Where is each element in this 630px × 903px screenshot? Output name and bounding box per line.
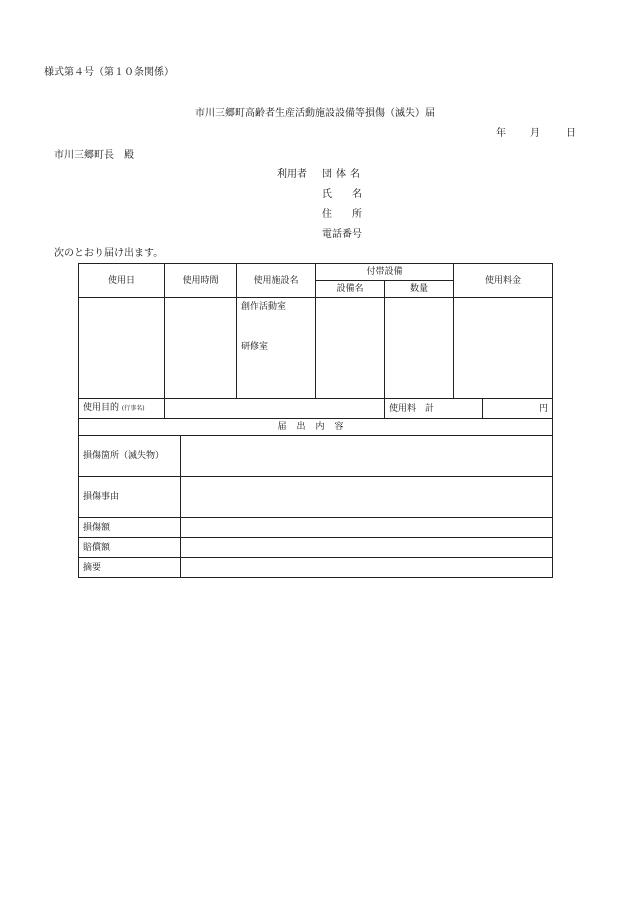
intro-text: 次のとおり届け出ます。 (54, 248, 164, 259)
facility-item: 研修室 (241, 342, 269, 352)
quantity-cell[interactable] (385, 298, 454, 399)
damage-cause-label: 損傷事由 (79, 477, 181, 518)
fee-total-label: 使用料 計 (385, 399, 483, 419)
damage-amount-label: 損傷額 (79, 518, 181, 538)
purpose-label-cell (79, 399, 165, 419)
compensation-input[interactable] (181, 538, 553, 558)
compensation-label: 賠償額 (79, 538, 181, 558)
facility-item: 創作活動室 (241, 302, 287, 312)
header-use-time: 使用時間 (165, 264, 237, 298)
purpose-label: 使用目的 (83, 403, 120, 413)
fee-cell[interactable] (454, 298, 553, 399)
form-number: 様式第４号（第１０条関係） (44, 67, 174, 78)
equipment-name-cell[interactable] (316, 298, 385, 399)
document-title: 市川三郷町高齢者生産活動施設設備等損傷（滅失）届 (195, 108, 435, 119)
org-name-label: 団体名 (322, 169, 364, 180)
phone-label: 電話番号 (322, 229, 362, 240)
name-label: 氏名 (322, 189, 382, 200)
damage-location-label: 損傷箇所（滅失物） (79, 436, 181, 477)
applicant-label: 利用者 (277, 169, 307, 180)
damage-cause-input[interactable] (181, 477, 553, 518)
purpose-note: (行事名) (121, 405, 145, 412)
addressee: 市川三郷町長 殿 (54, 150, 134, 161)
damage-location-input[interactable] (181, 436, 553, 477)
header-equipment: 付帯設備 (316, 264, 454, 281)
header-facility-name: 使用施設名 (237, 264, 316, 298)
header-use-date: 使用日 (79, 264, 165, 298)
fee-total-unit: 円 (483, 399, 553, 419)
address-label: 住所 (322, 209, 382, 220)
remarks-input[interactable] (181, 558, 553, 578)
date-day-label: 日 (566, 128, 576, 139)
purpose-input[interactable] (165, 399, 385, 419)
use-time-cell[interactable] (165, 298, 237, 399)
date-month-label: 月 (530, 128, 540, 139)
header-equipment-name: 設備名 (316, 281, 385, 298)
damage-amount-input[interactable] (181, 518, 553, 538)
report-section-heading: 届出内容 (79, 419, 553, 436)
header-quantity: 数量 (385, 281, 454, 298)
date-year-label: 年 (496, 128, 506, 139)
facility-cell (237, 298, 316, 399)
remarks-label: 摘要 (79, 558, 181, 578)
usage-form-table (78, 263, 553, 578)
header-fee: 使用料金 (454, 264, 553, 298)
use-date-cell[interactable] (79, 298, 165, 399)
